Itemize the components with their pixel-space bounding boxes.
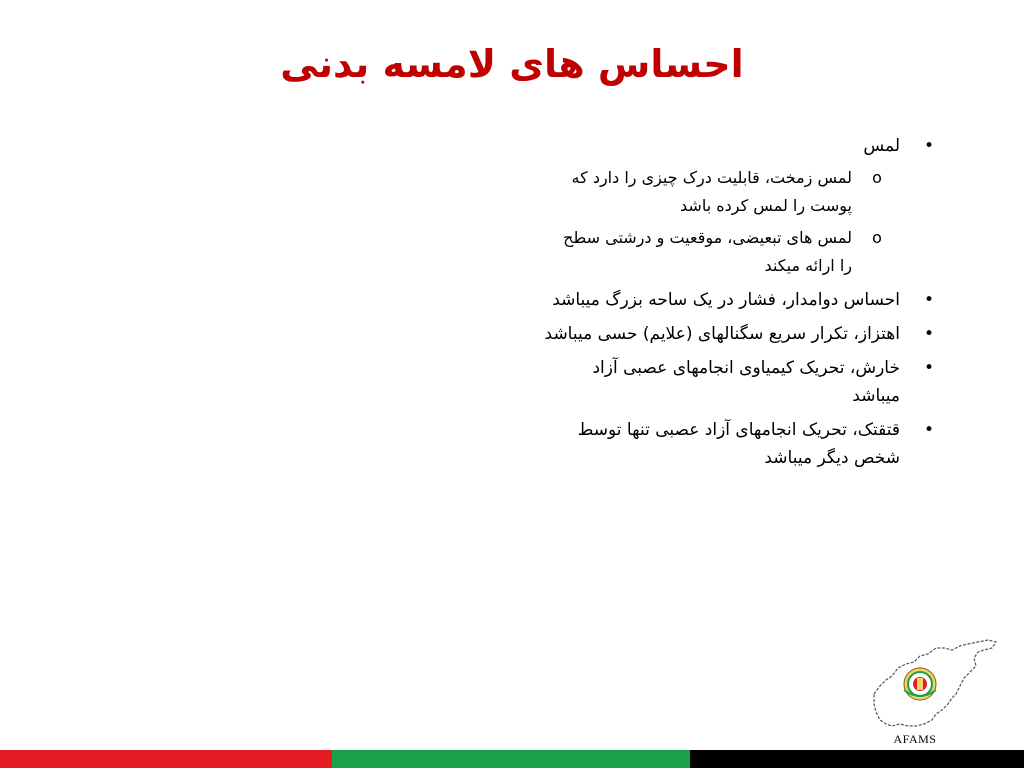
bullet-text: اهتزاز، تکرار سریع سگنالهای (علایم) حسی میباشد	[544, 324, 900, 344]
sub-bullet-text: لمس زمخت، قابلیت درک چیزی را دارد که پوست را لمس کرده باشد	[571, 168, 852, 215]
bullet-text: قتقتک، تحریک انجامهای آزاد عصبی تنها توسط شخص دیگر میباشد	[577, 420, 900, 468]
sub-bullet-list	[500, 164, 900, 280]
bullet-marker: •	[923, 420, 935, 440]
sub-bullet-item	[500, 224, 900, 280]
flag-bar-green	[332, 750, 690, 768]
slide-content	[500, 132, 940, 478]
flag-bar-black	[690, 750, 1024, 768]
bullet-item-itch	[500, 354, 940, 410]
flag-color-bar	[0, 750, 1024, 768]
slide-title: احساس های لامسه بدنی	[280, 42, 744, 86]
bullet-item-touch	[500, 132, 940, 280]
bullet-list	[500, 132, 940, 472]
bullet-item-pressure	[500, 286, 940, 314]
bullet-marker: •	[923, 290, 935, 310]
afams-logo-text: AFAMS	[893, 732, 937, 746]
bullet-item-tickle	[500, 416, 940, 472]
flag-bar-red	[0, 750, 332, 768]
bullet-marker: •	[923, 136, 935, 156]
bullet-text: احساس دوامدار، فشار در یک ساحه بزرگ میباشد	[552, 290, 900, 310]
bullet-text: خارش، تحریک کیمیاوی انجامهای عصبی آزاد میباشد	[592, 358, 900, 406]
sub-bullet-marker: o	[872, 228, 882, 247]
sub-bullet-marker: o	[872, 168, 882, 187]
sub-bullet-text: لمس های تبعیضی، موقعیت و درشتی سطح را ارائه میکند	[563, 228, 852, 275]
bullet-marker: •	[923, 358, 935, 378]
bullet-marker: •	[923, 324, 935, 344]
bullet-text: لمس	[863, 136, 900, 156]
sub-bullet-item	[500, 164, 900, 220]
bullet-item-vibration	[500, 320, 940, 348]
